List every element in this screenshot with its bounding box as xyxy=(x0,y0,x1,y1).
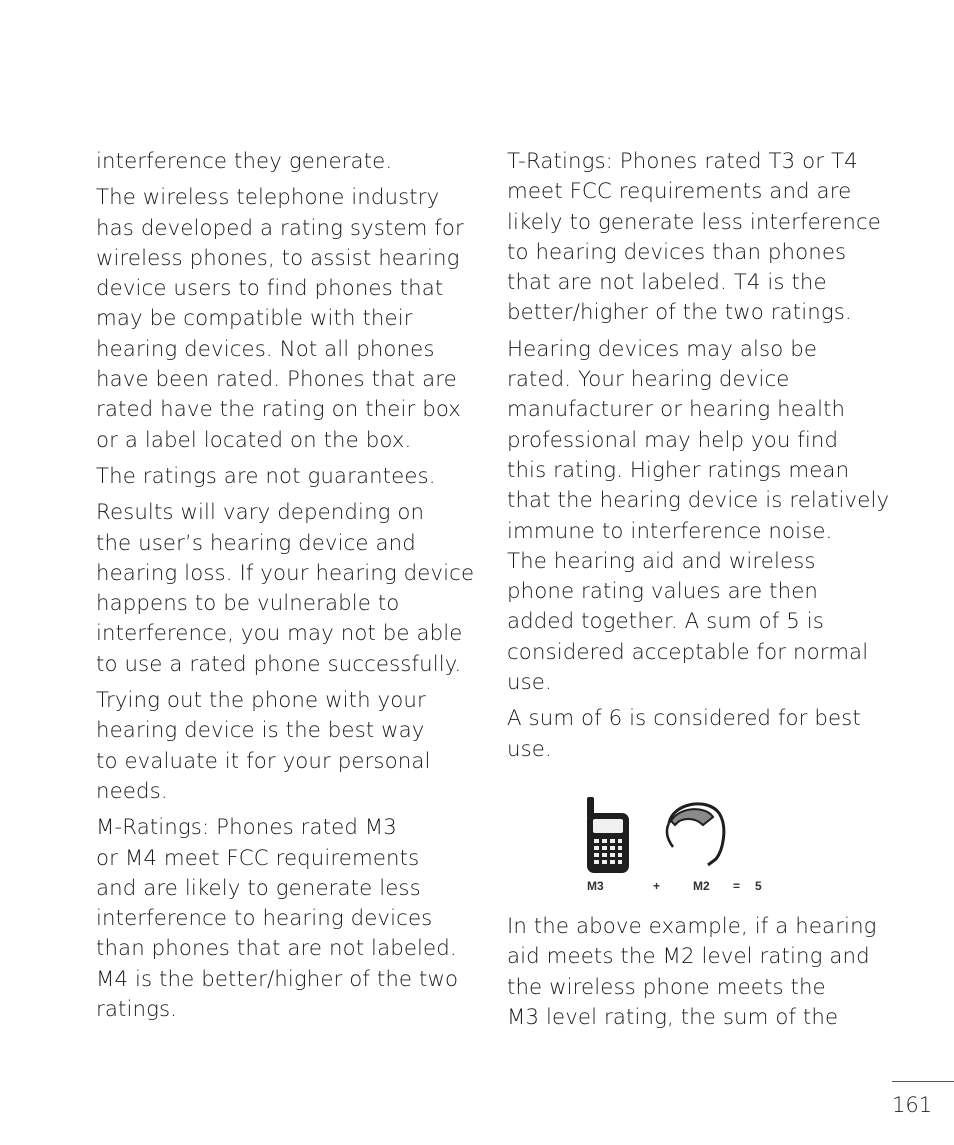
paragraph xyxy=(96,462,488,492)
paragraph xyxy=(507,912,899,1033)
hearing-aid-icon xyxy=(667,804,724,865)
text-line: interference, you may not be able xyxy=(96,621,463,647)
paragraph xyxy=(96,147,488,177)
text-line: M4 is the better/higher of the two xyxy=(96,966,459,992)
equals-sign: = xyxy=(733,878,741,893)
text-line: to evaluate it for your personal xyxy=(96,748,431,774)
text-line: meet FCC requirements and are xyxy=(507,179,852,205)
text-line: use. xyxy=(507,736,552,762)
right-column xyxy=(507,147,899,1039)
paragraph xyxy=(507,335,899,699)
phone-rating-label: M3 xyxy=(587,878,604,893)
text-line: happens to be vulnerable to xyxy=(96,591,400,617)
text-line: hearing loss. If your hearing device xyxy=(96,560,475,586)
text-line: Trying out the phone with your xyxy=(96,688,426,714)
page-number-rule xyxy=(892,1081,954,1082)
text-line: M3 level rating, the sum of the xyxy=(507,1004,839,1030)
text-line: to use a rated phone successfully. xyxy=(96,651,462,677)
text-line: or M4 meet FCC requirements xyxy=(96,845,420,871)
text-line: use. xyxy=(507,670,552,696)
text-line: added together. A sum of 5 is xyxy=(507,609,825,635)
text-line: rated have the rating on their box xyxy=(96,397,461,423)
text-line: the wireless phone meets the xyxy=(507,974,826,1000)
text-line: rated. Your hearing device xyxy=(507,367,790,393)
text-line: hearing device is the best way xyxy=(96,718,425,744)
paragraph xyxy=(96,183,488,456)
text-line: have been rated. Phones that are xyxy=(96,367,457,393)
text-line: wireless phones, to assist hearing xyxy=(96,245,460,271)
text-line: M-Ratings: Phones rated M3 xyxy=(96,815,397,841)
paragraph xyxy=(507,704,899,765)
text-line: aid meets the M2 level rating and xyxy=(507,944,870,970)
text-line: The wireless telephone industry xyxy=(96,185,440,211)
text-line: needs. xyxy=(96,778,168,804)
text-line: that the hearing device is relatively xyxy=(507,488,890,514)
text-line: professional may help you find xyxy=(507,427,839,453)
text-line: Hearing devices may also be xyxy=(507,336,818,362)
paragraph xyxy=(96,498,488,680)
text-line: considered acceptable for normal xyxy=(507,639,869,665)
text-line: or a label located on the box. xyxy=(96,427,412,453)
text-line: A sum of 6 is considered for best xyxy=(507,706,861,732)
text-line: to hearing devices than phones xyxy=(507,239,847,265)
right-column-top-text xyxy=(507,147,899,765)
page-number: 161 xyxy=(892,1093,933,1117)
cell-phone-icon xyxy=(587,797,629,873)
right-column-bottom-text xyxy=(507,912,899,1033)
left-column xyxy=(96,147,488,1031)
paragraph xyxy=(96,686,488,807)
text-line: Results will vary depending on xyxy=(96,500,425,526)
paragraph xyxy=(96,813,488,1025)
text-line: that are not labeled. T4 is the xyxy=(507,270,827,296)
rating-example-figure xyxy=(583,795,813,900)
text-line: ratings. xyxy=(96,997,178,1023)
sum-value: 5 xyxy=(755,878,762,893)
text-line: The ratings are not guarantees. xyxy=(96,463,436,489)
text-line: better/higher of the two ratings. xyxy=(507,300,852,326)
paragraph xyxy=(507,147,899,329)
text-line: the user’s hearing device and xyxy=(96,530,416,556)
text-line: phone rating values are then xyxy=(507,579,819,605)
text-line: may be compatible with their xyxy=(96,306,413,332)
text-line: this rating. Higher ratings mean xyxy=(507,457,850,483)
text-line: has developed a rating system for xyxy=(96,215,464,241)
text-line: hearing devices. Not all phones xyxy=(96,336,435,362)
text-line: In the above example, if a hearing xyxy=(507,913,877,939)
text-line: immune to interference noise. xyxy=(507,518,833,544)
text-line: manufacturer or hearing health xyxy=(507,397,846,423)
text-line: interference they generate. xyxy=(96,149,393,174)
text-line: The hearing aid and wireless xyxy=(507,548,816,574)
aid-rating-label: M2 xyxy=(693,878,710,893)
text-line: T-Ratings: Phones rated T3 or T4 xyxy=(507,149,858,174)
text-line: likely to generate less interference xyxy=(507,209,881,235)
text-line: device users to find phones that xyxy=(96,276,444,302)
plus-sign: + xyxy=(653,878,661,893)
text-line: interference to hearing devices xyxy=(96,906,433,932)
text-line: and are likely to generate less xyxy=(96,875,421,901)
text-line: than phones that are not labeled. xyxy=(96,936,457,962)
